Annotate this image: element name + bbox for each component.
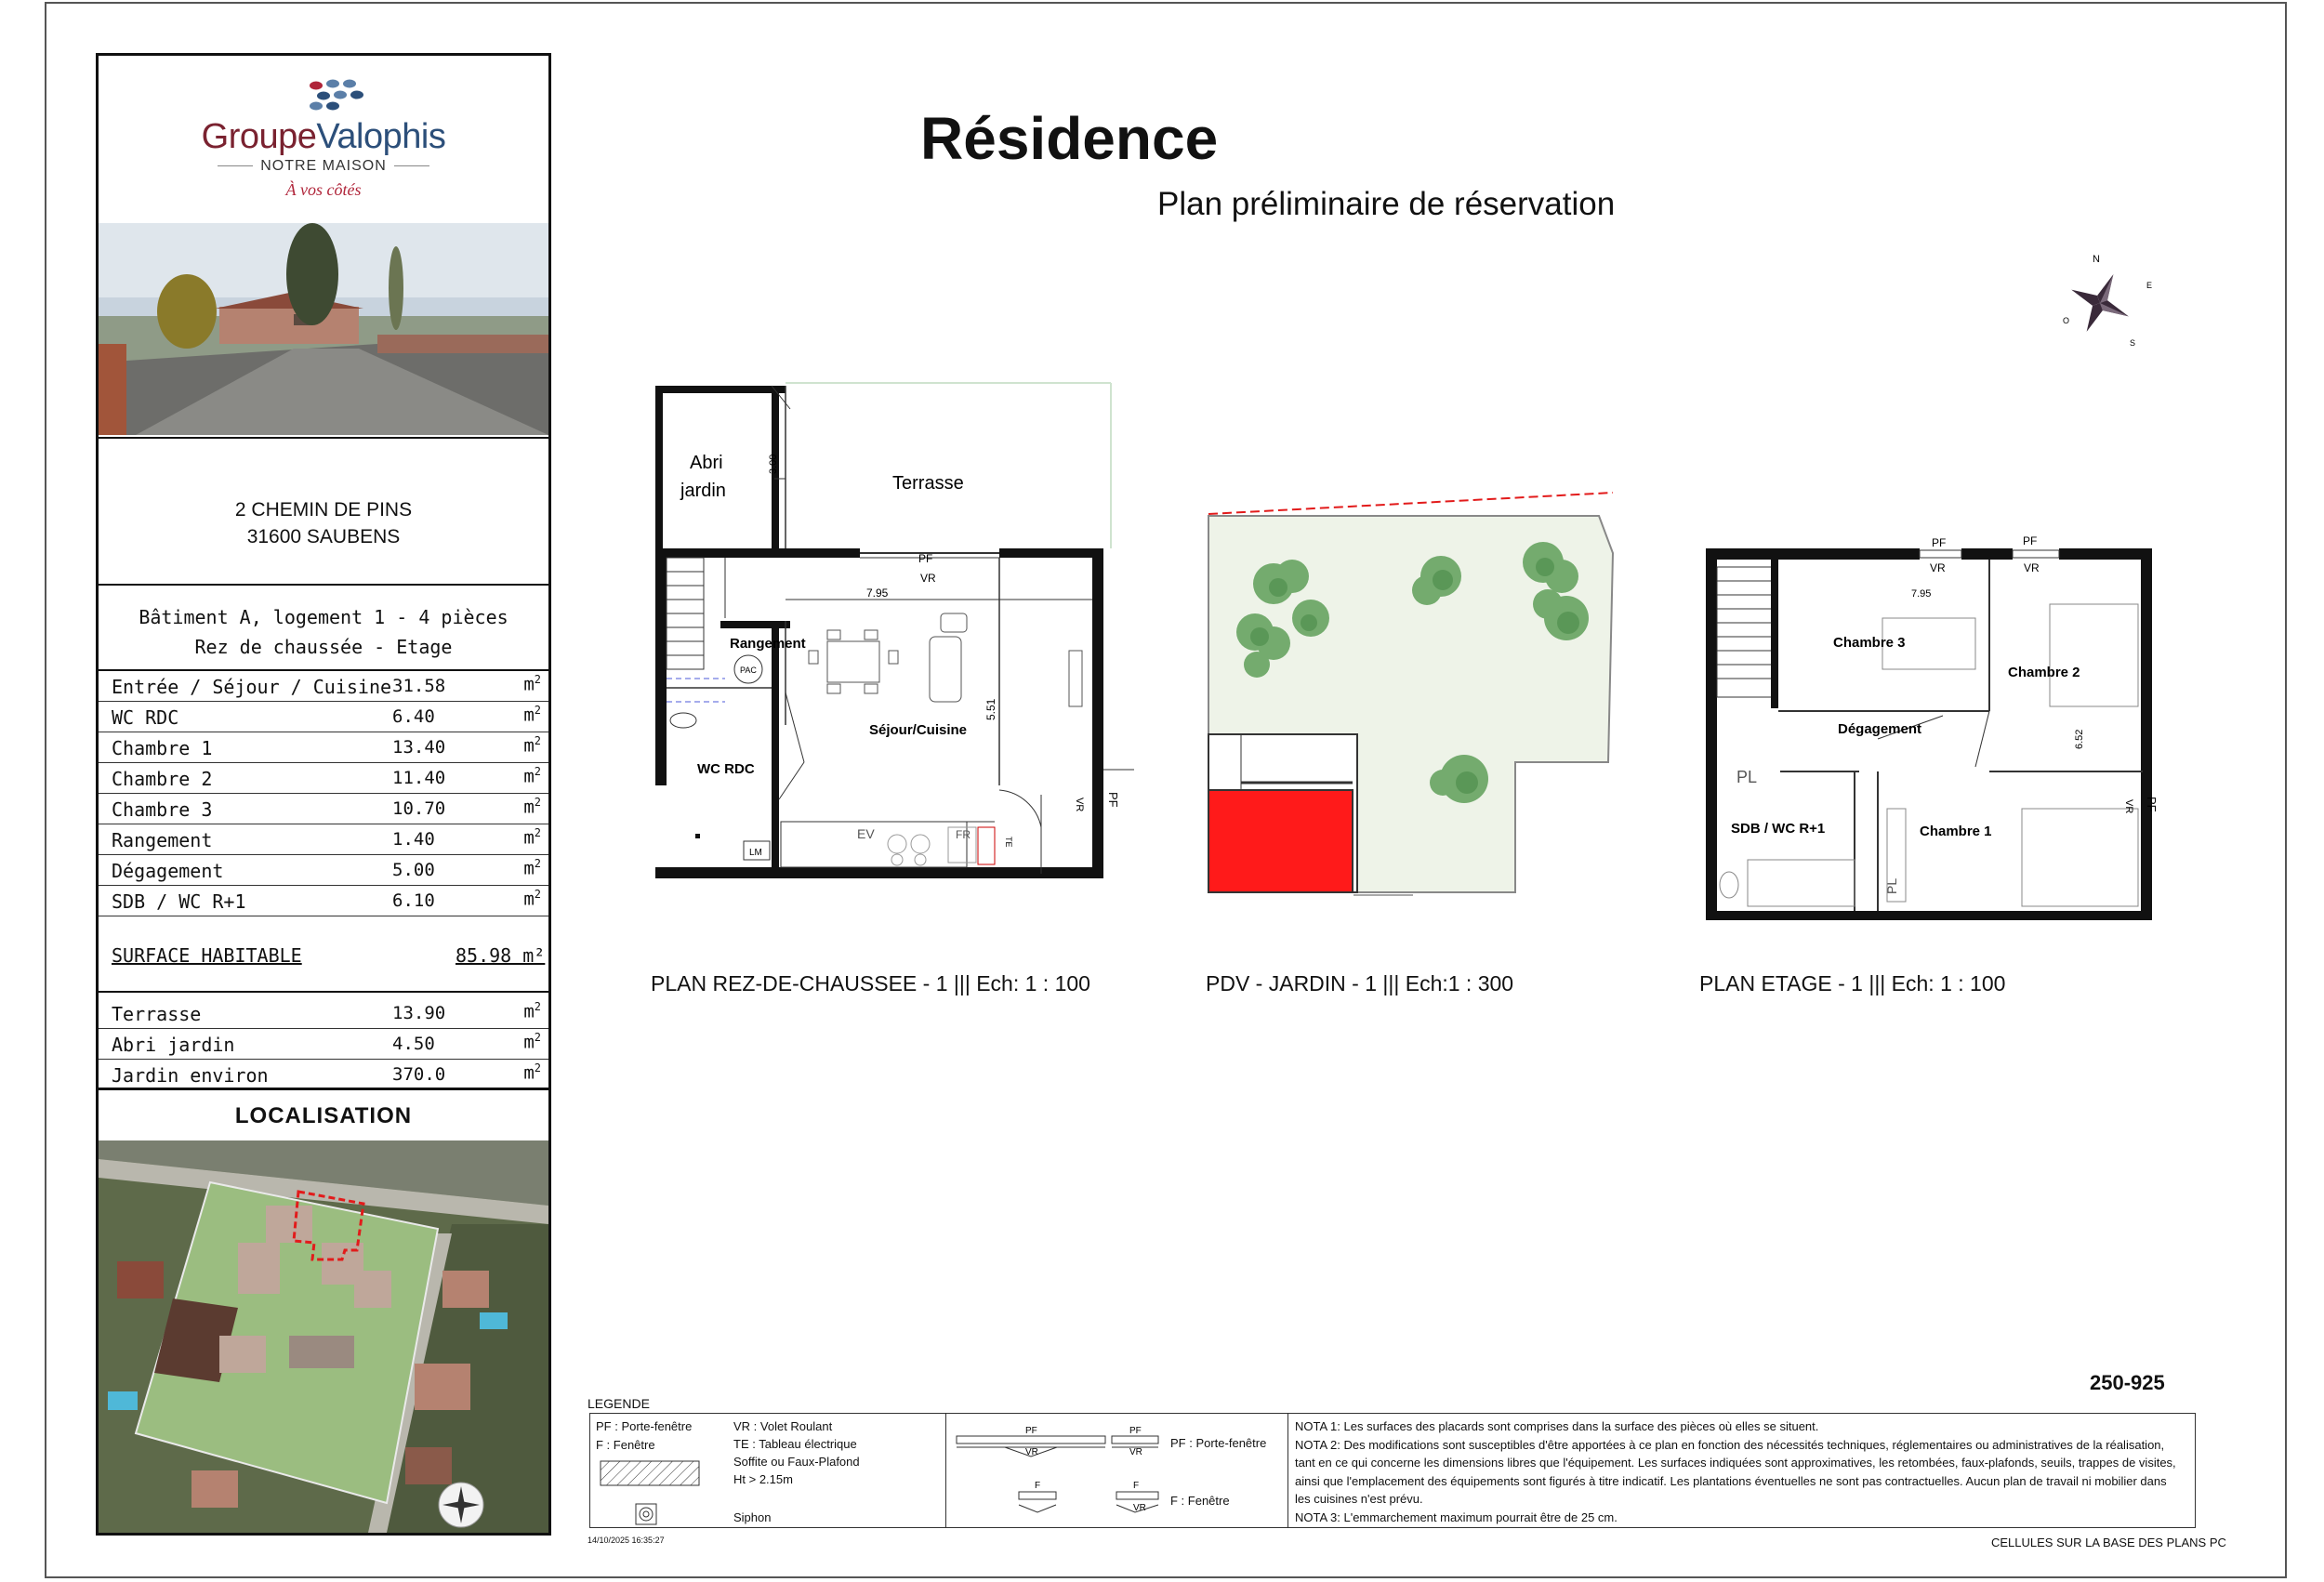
surface-row-label: Terrasse [112, 1003, 202, 1025]
label-pf-side: PF [1106, 792, 1120, 808]
legend-title: LEGENDE [588, 1396, 650, 1411]
surface-row-unit: $m^2$ [523, 796, 541, 818]
surface-row-value: 31.58 [392, 676, 446, 696]
legend-soffite: Soffite ou Faux-Plafond [733, 1455, 860, 1469]
surface-row-unit: $m^2$ [523, 1031, 541, 1053]
soffite-hatch-icon [600, 1460, 702, 1486]
compass-north: N [2093, 254, 2100, 265]
sym-vr-2: VR [1129, 1447, 1142, 1457]
legend-divider [945, 1414, 946, 1527]
reference-code: 250-925 [2090, 1371, 2165, 1394]
surface-row [99, 794, 548, 824]
legend-door-window-symbols [949, 1419, 1172, 1522]
label-vr-terrasse: VR [920, 572, 936, 585]
surface-row-unit: $m^2$ [523, 888, 541, 910]
label-pf-upper-1: PF [1932, 536, 1947, 549]
label-sdb: SDB / WC R+1 [1731, 821, 1826, 837]
sym-pf-2: PF [1129, 1426, 1142, 1436]
sym-f-2: F [1133, 1481, 1140, 1491]
dim-795-upper: 7.95 [1911, 588, 1932, 600]
compass-west: O [2063, 316, 2070, 325]
surface-row-label: WC RDC [112, 706, 179, 729]
label-pac: PAC [740, 666, 757, 675]
surface-row-value: 13.90 [392, 1003, 446, 1023]
sym-vr-3: VR [1133, 1503, 1146, 1513]
brand-logo [99, 56, 548, 223]
address-block [99, 437, 548, 586]
label-ev: EV [857, 826, 875, 841]
legend-col-1 [596, 1417, 692, 1455]
surface-row-label: Entrée / Séjour / Cuisine [112, 676, 392, 698]
surface-row [99, 855, 548, 886]
page-title: Résidence [920, 105, 1219, 172]
caption-garden-plan: PDV - JARDIN - 1 ||| Ech:1 : 300 [1206, 971, 1514, 995]
label-vr-upper-1: VR [1930, 561, 1946, 574]
surface-row-label: Rangement [112, 829, 213, 851]
surface-row-unit: $m^2$ [523, 734, 541, 757]
sym-f-1: F [1035, 1481, 1041, 1491]
timestamp: 14/10/2025 16:35:27 [588, 1536, 665, 1545]
caption-upper-plan: PLAN ETAGE - 1 ||| Ech: 1 : 100 [1699, 971, 2006, 995]
legend-note-line: tant en ce qui concerne les dimensions libres que l'équipement. Les surfaces indiquées sont approximatives, les retombées, faux-plafonds, seuils, trappes de visites, [1295, 1456, 2176, 1470]
legend-divider-2 [1287, 1414, 1288, 1527]
legend-pf-label: PF : Porte-fenêtre [1170, 1436, 1267, 1450]
compass-rose-icon [2050, 244, 2152, 355]
dim-652: 6.52 [2074, 729, 2085, 749]
surface-row [99, 732, 548, 763]
sym-pf-1: PF [1025, 1426, 1037, 1436]
total-surface-row [99, 916, 548, 993]
surface-row-unit: $m^2$ [523, 826, 541, 849]
total-surface-label: SURFACE HABITABLE [112, 944, 302, 967]
surface-row-unit: $m^2$ [523, 765, 541, 787]
label-pf-terrasse: PF [918, 552, 933, 565]
legend-note-line: les cuisines n'est prévu. [1295, 1492, 1423, 1506]
legend-note-line: NOTA 1: Les surfaces des placards sont comprises dans la surface des pièces où elles se situent. [1295, 1419, 1819, 1433]
surface-row [99, 998, 548, 1029]
legend-height: Ht > 2.15m [733, 1472, 793, 1486]
localisation-title: LOCALISATION [99, 1088, 548, 1136]
label-terrasse: Terrasse [892, 473, 964, 494]
label-jardin: jardin [680, 481, 726, 501]
legend-f: F : Fenêtre [596, 1438, 655, 1452]
address-line-2: 31600 SAUBENS [246, 526, 401, 547]
dim-795-ground: 7.95 [866, 587, 889, 600]
compass-south: S [2130, 338, 2136, 348]
compass-east: E [2146, 281, 2152, 290]
ground-floor-plan [641, 372, 1134, 902]
surface-row [99, 824, 548, 855]
site-photo [99, 223, 548, 435]
location-map [99, 1140, 548, 1533]
upper-floor-plan [1692, 530, 2175, 929]
legend-te: TE : Tableau électrique [733, 1437, 857, 1451]
surface-row-label: Dégagement [112, 860, 224, 882]
surface-table [99, 671, 548, 1090]
label-rangement: Rangement [730, 636, 806, 652]
surface-row-value: 4.50 [392, 1034, 435, 1054]
logo-dots-icon [303, 78, 368, 112]
surface-row-value: 11.40 [392, 768, 446, 788]
legend-siphon: Siphon [733, 1510, 772, 1524]
label-pl-2: PL [1884, 877, 1899, 894]
surface-row-unit: $m^2$ [523, 673, 541, 695]
surface-row [99, 702, 548, 732]
legend-pf: PF : Porte-fenêtre [596, 1419, 693, 1433]
building-info [99, 586, 548, 671]
brand-tagline: À vos côtés [285, 180, 362, 199]
building-line-1: Bâtiment A, logement 1 - 4 pièces [139, 606, 508, 628]
label-abri: Abri [690, 453, 723, 473]
label-vr-side: VR [1074, 798, 1085, 812]
legend-note-line: NOTA 2: Des modifications sont susceptibles d'être apportées à ce plan en fonction des nécessités techniques, réglementaires ou administratives de la réalisation, [1295, 1437, 2165, 1452]
surface-row-unit: $m^2$ [523, 1061, 541, 1084]
label-te: TE [1004, 837, 1013, 848]
surface-row-label: SDB / WC R+1 [112, 890, 246, 913]
label-vr-upper-2: VR [2024, 561, 2040, 574]
surface-row-label: Chambre 2 [112, 768, 213, 790]
legend-box [589, 1413, 2196, 1528]
surface-row [99, 763, 548, 794]
surface-row [99, 886, 548, 916]
legend-note-line: ainsi que l'emplacement des équipements sont figurés à titre indicatif. Les plantations éventuelles ne sont pas contractuelles. Aucun plan de travail ni mobilier dans [1295, 1473, 2167, 1488]
surface-row-unit: $m^2$ [523, 1000, 541, 1022]
label-pf-upper-2: PF [2023, 534, 2038, 547]
sym-vr-1: VR [1025, 1447, 1038, 1457]
surface-row-value: 10.70 [392, 798, 446, 819]
dim-300: 3.00 [768, 454, 779, 474]
legend-notes [1295, 1417, 2187, 1526]
surface-row-label: Jardin environ [112, 1064, 269, 1087]
surface-row-label: Abri jardin [112, 1034, 235, 1056]
surface-row-value: 5.00 [392, 860, 435, 880]
label-degagement: Dégagement [1838, 721, 1922, 737]
brand-subtitle: NOTRE MAISON [99, 158, 548, 175]
dim-551: 5.51 [984, 698, 997, 720]
label-chambre-2: Chambre 2 [2008, 665, 2080, 680]
garden-plan [1199, 483, 1636, 902]
label-chambre-3: Chambre 3 [1833, 635, 1906, 651]
label-pl-1: PL [1736, 768, 1758, 786]
legend-vr: VR : Volet Roulant [733, 1419, 833, 1433]
surface-row [99, 1060, 548, 1090]
surface-row-value: 6.40 [392, 706, 435, 727]
surface-row-unit: $m^2$ [523, 704, 541, 726]
surface-row-label: Chambre 3 [112, 798, 213, 821]
label-sejour: Séjour/Cuisine [869, 722, 968, 738]
surface-row-label: Chambre 1 [112, 737, 213, 759]
label-lm: LM [749, 848, 762, 858]
label-chambre-1: Chambre 1 [1920, 824, 1992, 839]
address-line-1: 2 CHEMIN DE PINS [234, 499, 413, 521]
page-subtitle: Plan préliminaire de réservation [1157, 186, 1616, 222]
surface-row [99, 1029, 548, 1060]
info-panel [96, 53, 551, 1536]
legend-f-label: F : Fenêtre [1170, 1494, 1230, 1508]
caption-ground-plan: PLAN REZ-DE-CHAUSSEE - 1 ||| Ech: 1 : 100 [651, 971, 1090, 995]
legend-col-2 [733, 1417, 860, 1488]
footer-note: CELLULES SUR LA BASE DES PLANS PC [1991, 1536, 2226, 1549]
label-pf-upper-3: PF [2145, 797, 2159, 812]
label-vr-upper-3: VR [2123, 799, 2134, 814]
legend-note-line: NOTA 3: L'emmarchement maximum pourrait être de 25 cm. [1295, 1509, 1618, 1524]
surface-row-value: 1.40 [392, 829, 435, 850]
siphon-icon [635, 1503, 657, 1525]
surface-row [99, 671, 548, 702]
total-surface-value: 85.98 m² [456, 944, 546, 967]
surface-row-value: 370.0 [392, 1064, 446, 1085]
surface-row-value: 6.10 [392, 890, 435, 911]
brand-name: GroupeValophis [201, 117, 446, 156]
label-wc-rdc: WC RDC [697, 761, 755, 777]
building-line-2: Rez de chaussée - Etage [194, 636, 453, 658]
label-fr: FR [956, 828, 971, 841]
surface-row-unit: $m^2$ [523, 857, 541, 879]
surface-row-value: 13.40 [392, 737, 446, 758]
